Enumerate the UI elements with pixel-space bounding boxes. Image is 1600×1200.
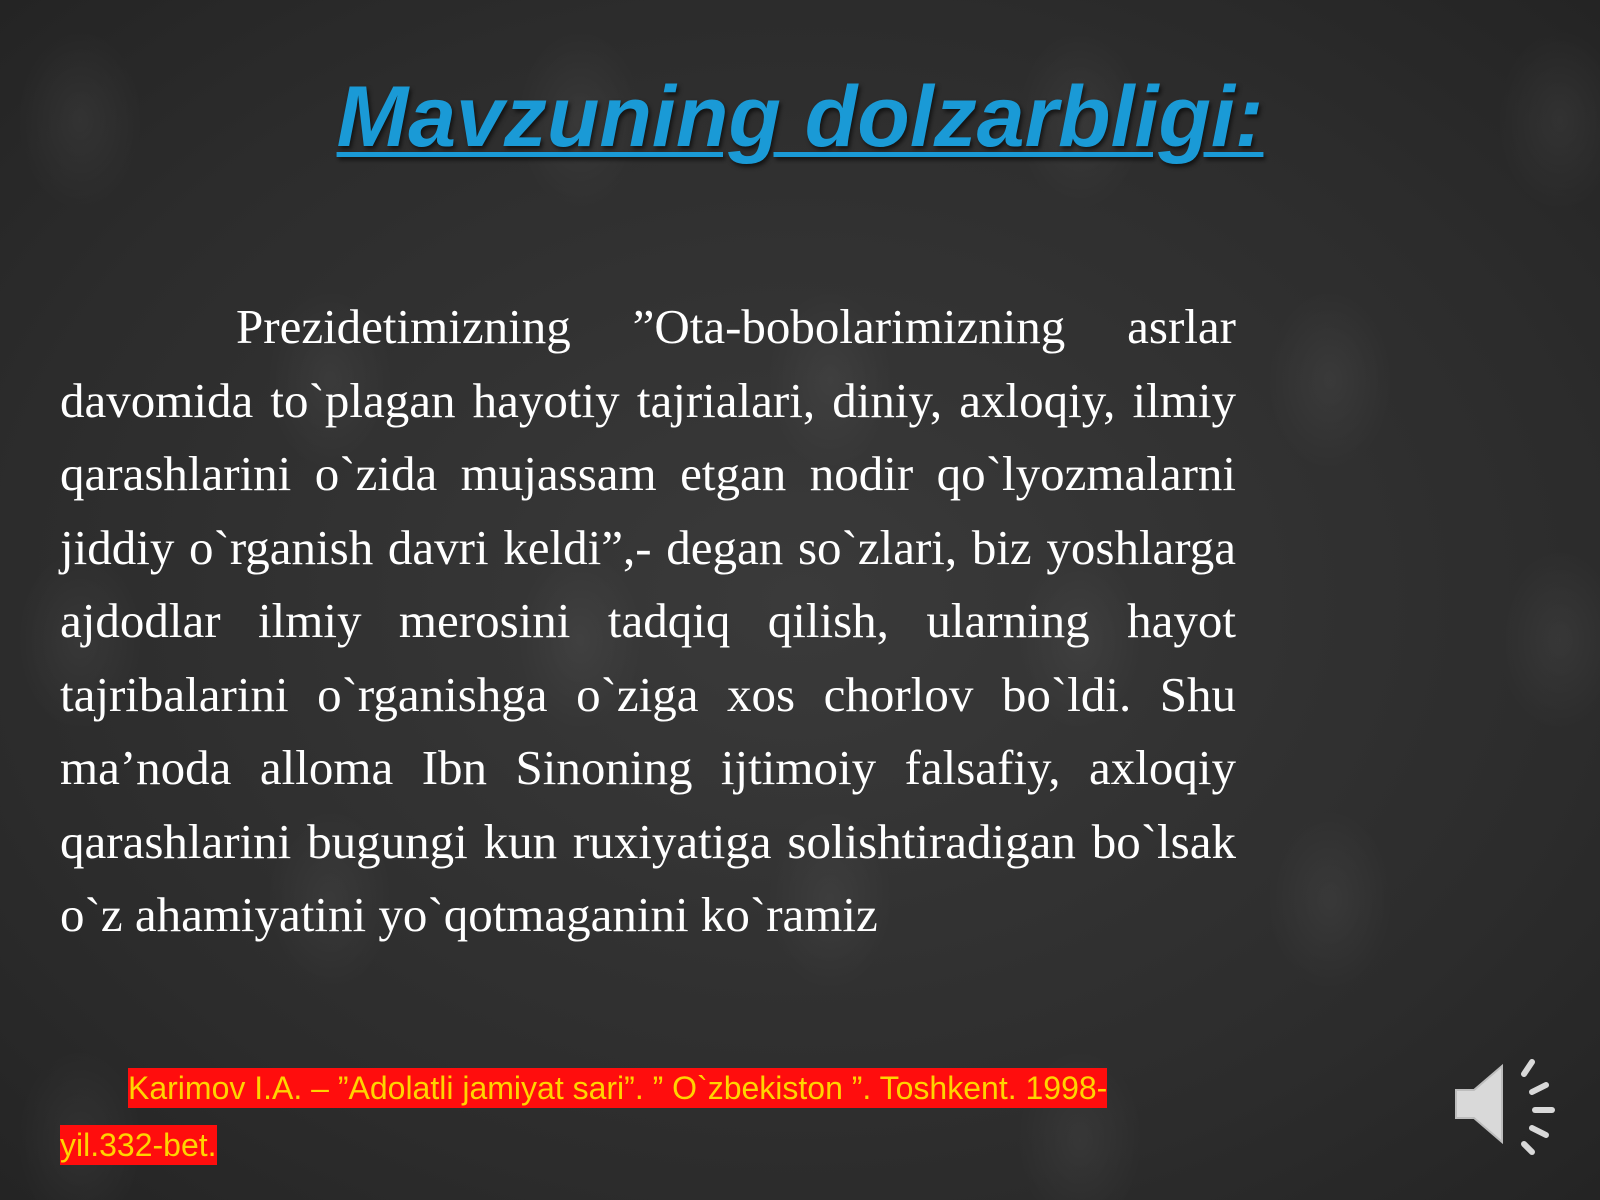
citation-text: Karimov I.A. – ”Adolatli jamiyat sari”. ” O`zbekiston ”. Toshkent. 1998-yil.332-bet. (60, 1070, 1108, 1163)
audio-speaker-button[interactable] (1452, 1052, 1560, 1156)
body-paragraph: Prezidetimizning ”Ota-bobolarimizning asrlar davomida to`plagan hayotiy tajrialari, diniy, axloqiy, ilmiy qarashlarini o`zida mujassam etgan nodir qo`lyozmalarni jiddiy o`rganish davri keldi”,- degan so`zlari, biz yoshlarga ajdodlar ilmiy merosini tadqiq qilish, ularning hayot tajribalarini o`rganishga o`ziga xos chorlov bo`ldi. Shu ma’noda alloma Ibn Sinoning ijtimoiy falsafiy, axloqiy qarashlarini bugungi kun ruxiyatiga solishtiradigan bo`lsak o`z ahamiyatini yo`qotmaganini ko`ramiz (60, 299, 1236, 942)
citation (60, 1060, 1170, 1174)
slide-title: Mavzuning dolzarbligi: (336, 69, 1264, 165)
speaker-icon (1452, 1052, 1560, 1156)
title-area (0, 62, 1600, 172)
